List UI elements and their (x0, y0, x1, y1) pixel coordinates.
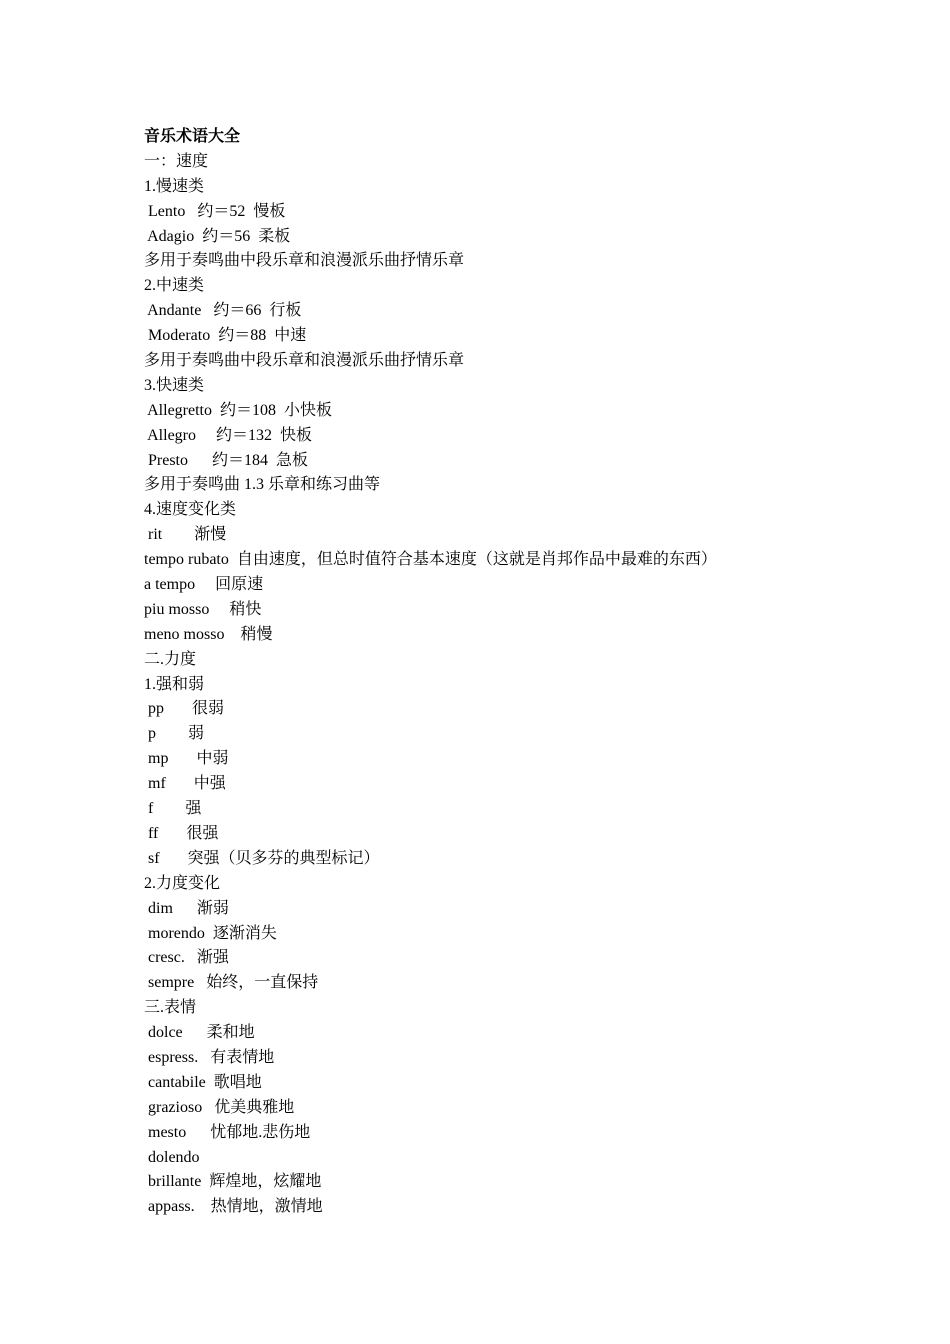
text-line: 一：速度 (144, 152, 209, 170)
text-line: meno mosso 稍慢 (144, 625, 273, 643)
text-line: appass. 热情地，激情地 (144, 1198, 323, 1216)
text-line: mesto 忧郁地.悲伤地 (144, 1123, 311, 1141)
text-line: ff 很强 (144, 824, 219, 842)
text-line: 2.力度变化 (144, 874, 221, 892)
text-line: mp 中弱 (144, 750, 229, 768)
text-line: dim 渐弱 (144, 899, 229, 917)
text-line: 1.慢速类 (144, 177, 205, 195)
text-line: 二.力度 (144, 650, 197, 668)
term-list (144, 150, 864, 1220)
text-line: p 弱 (144, 725, 205, 743)
text-line: sf 突强（贝多芬的典型标记） (144, 849, 380, 867)
document-title: 音乐术语大全 (144, 128, 241, 145)
document-body (144, 125, 864, 1220)
text-line: mf 中强 (144, 775, 226, 793)
text-line: brillante 辉煌地，炫耀地 (144, 1173, 322, 1191)
text-line: Lento 约＝52 慢板 (144, 202, 286, 220)
text-line: 4.速度变化类 (144, 501, 237, 519)
text-line: Andante 约＝66 行板 (144, 302, 302, 320)
text-line: pp 很弱 (144, 700, 225, 718)
text-line: cresc. 渐强 (144, 949, 229, 967)
text-line: 1.强和弱 (144, 675, 205, 693)
text-line: 三.表情 (144, 999, 197, 1017)
text-line: sempre 始终，一直保持 (144, 974, 319, 992)
text-line: 多用于奏鸣曲 1.3 乐章和练习曲等 (144, 476, 381, 494)
text-line: piu mosso 稍快 (144, 600, 262, 618)
text-line: cantabile 歌唱地 (144, 1073, 262, 1091)
text-line: Moderato 约＝88 中速 (144, 327, 307, 345)
text-line: espress. 有表情地 (144, 1048, 275, 1066)
text-line: 多用于奏鸣曲中段乐章和浪漫派乐曲抒情乐章 (144, 252, 465, 270)
text-line: Presto 约＝184 急板 (144, 451, 309, 469)
text-line: 2.中速类 (144, 277, 205, 295)
text-line: f 强 (144, 800, 202, 818)
text-line: a tempo 回原速 (144, 576, 264, 594)
text-line: Allegretto 约＝108 小快板 (144, 401, 332, 419)
text-line: grazioso 优美典雅地 (144, 1098, 295, 1116)
text-line: dolendo (144, 1148, 200, 1166)
text-line: 多用于奏鸣曲中段乐章和浪漫派乐曲抒情乐章 (144, 352, 465, 370)
text-line: dolce 柔和地 (144, 1024, 255, 1042)
text-line: Adagio 约＝56 柔板 (144, 227, 291, 245)
text-line: 3.快速类 (144, 376, 205, 394)
text-line: morendo 逐渐消失 (144, 924, 277, 942)
text-line: tempo rubato 自由速度，但总时值符合基本速度（这就是肖邦作品中最难的东西） (144, 551, 717, 569)
text-line: Allegro 约＝132 快板 (144, 426, 312, 444)
text-line: rit 渐慢 (144, 526, 227, 544)
